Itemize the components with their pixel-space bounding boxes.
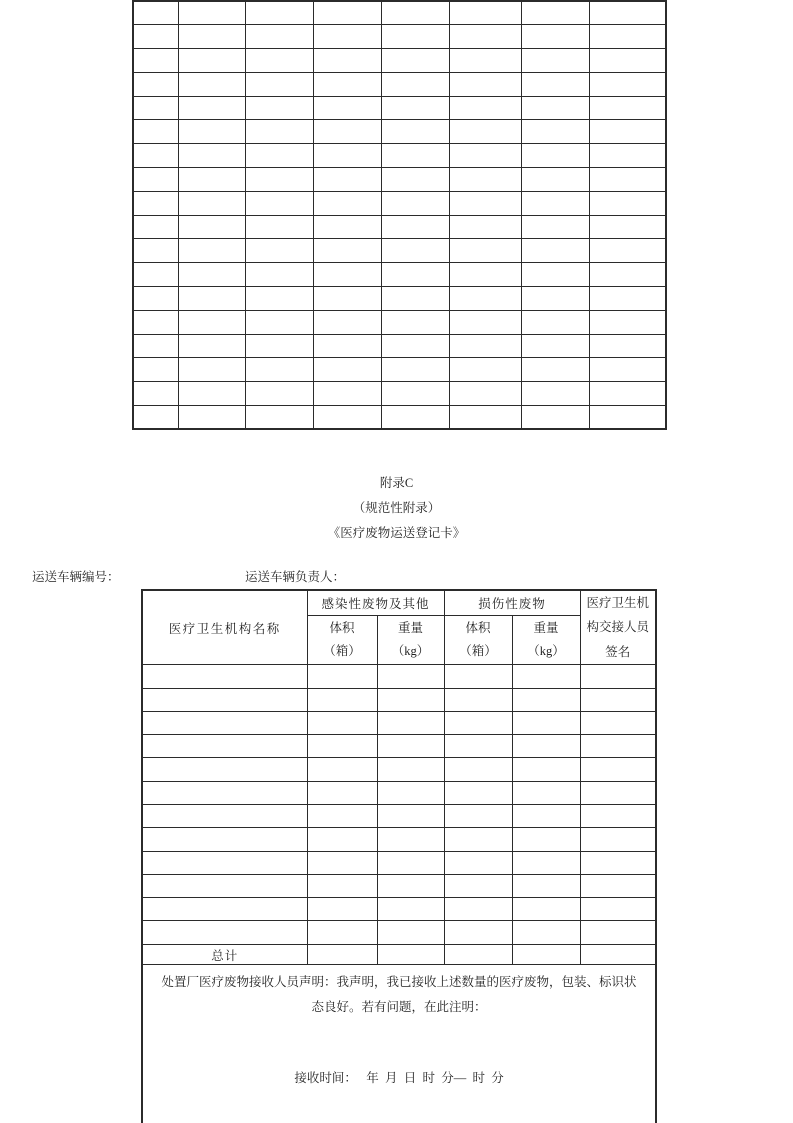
- empty-cell: [307, 781, 377, 804]
- empty-cell: [512, 828, 580, 851]
- table-row: [133, 239, 666, 263]
- empty-cell: [142, 898, 307, 921]
- empty-cell: [444, 758, 512, 781]
- empty-cell: [313, 72, 381, 96]
- empty-cell: [133, 239, 178, 263]
- empty-cell: [307, 898, 377, 921]
- weight-label: 重量: [398, 620, 424, 635]
- continuation-table: [132, 0, 667, 430]
- empty-cell: [313, 287, 381, 311]
- empty-cell: [245, 25, 313, 49]
- table-row: [133, 1, 666, 25]
- weight-unit-label: （kg）: [527, 643, 565, 658]
- header-sharps-waste-group: 损伤性废物: [444, 590, 580, 615]
- empty-cell: [245, 287, 313, 311]
- empty-cell: [307, 688, 377, 711]
- empty-cell: [512, 688, 580, 711]
- empty-cell: [178, 287, 245, 311]
- empty-cell: [178, 72, 245, 96]
- empty-cell: [245, 144, 313, 168]
- empty-cell: [178, 49, 245, 73]
- table-row: [133, 263, 666, 287]
- empty-cell: [178, 25, 245, 49]
- header-infectious-volume: [307, 615, 377, 664]
- empty-cell: [142, 828, 307, 851]
- header-handover-line: 医疗卫生机: [586, 596, 650, 610]
- empty-cell: [133, 72, 178, 96]
- empty-cell: [580, 944, 656, 965]
- empty-cell: [589, 310, 666, 334]
- empty-cell: [178, 120, 245, 144]
- empty-cell: [449, 406, 521, 430]
- empty-cell: [444, 781, 512, 804]
- empty-cell: [449, 144, 521, 168]
- appendix-label: 附录C: [379, 476, 414, 490]
- empty-cell: [178, 358, 245, 382]
- empty-cell: [512, 874, 580, 897]
- empty-cell: [449, 120, 521, 144]
- table-row: [133, 191, 666, 215]
- table-row: [133, 25, 666, 49]
- appendix-document-name: 《医疗废物运送登记卡》: [327, 526, 466, 540]
- empty-cell: [245, 358, 313, 382]
- empty-cell: [512, 781, 580, 804]
- empty-cell: [307, 851, 377, 874]
- vehicle-number-label: 运送车辆编号：: [32, 570, 120, 584]
- empty-cell: [178, 215, 245, 239]
- empty-cell: [313, 358, 381, 382]
- empty-cell: [512, 665, 580, 688]
- empty-cell: [377, 781, 444, 804]
- empty-cell: [133, 406, 178, 430]
- empty-cell: [245, 406, 313, 430]
- empty-cell: [444, 805, 512, 828]
- empty-cell: [589, 406, 666, 430]
- registry-table-footer: [142, 944, 656, 1123]
- empty-cell: [313, 406, 381, 430]
- empty-cell: [142, 851, 307, 874]
- empty-cell: [589, 215, 666, 239]
- empty-cell: [449, 382, 521, 406]
- table-row: [142, 828, 656, 851]
- empty-cell: [245, 168, 313, 192]
- empty-cell: [589, 96, 666, 120]
- empty-cell: [589, 263, 666, 287]
- empty-cell: [580, 851, 656, 874]
- empty-cell: [142, 874, 307, 897]
- table-row: [142, 665, 656, 688]
- empty-cell: [313, 49, 381, 73]
- header-sharps-volume: [444, 615, 512, 664]
- empty-cell: [381, 239, 449, 263]
- empty-cell: [178, 1, 245, 25]
- empty-cell: [313, 1, 381, 25]
- empty-cell: [381, 382, 449, 406]
- empty-cell: [313, 310, 381, 334]
- empty-cell: [580, 735, 656, 758]
- weight-label: 重量: [533, 620, 559, 635]
- empty-cell: [133, 25, 178, 49]
- empty-cell: [133, 263, 178, 287]
- empty-cell: [512, 805, 580, 828]
- empty-cell: [512, 711, 580, 734]
- table-row: [133, 72, 666, 96]
- empty-cell: [313, 168, 381, 192]
- empty-cell: [444, 828, 512, 851]
- continuation-table-body: [133, 1, 666, 429]
- table-row: [133, 144, 666, 168]
- vehicle-info-line: [0, 565, 793, 590]
- empty-cell: [178, 310, 245, 334]
- empty-cell: [444, 688, 512, 711]
- empty-cell: [580, 805, 656, 828]
- total-label-cell: 总计: [142, 944, 307, 965]
- empty-cell: [444, 921, 512, 944]
- table-row: [133, 215, 666, 239]
- empty-cell: [521, 239, 589, 263]
- empty-cell: [444, 851, 512, 874]
- empty-cell: [142, 711, 307, 734]
- table-row: [133, 358, 666, 382]
- empty-cell: [245, 310, 313, 334]
- empty-cell: [133, 96, 178, 120]
- table-row: [142, 898, 656, 921]
- header-handover-line: 签名: [605, 644, 631, 659]
- header-handover-line: 构交接人员: [586, 620, 650, 635]
- empty-cell: [589, 239, 666, 263]
- empty-cell: [142, 805, 307, 828]
- empty-cell: [449, 168, 521, 192]
- empty-cell: [377, 665, 444, 688]
- empty-cell: [381, 96, 449, 120]
- empty-cell: [449, 239, 521, 263]
- empty-cell: [178, 334, 245, 358]
- empty-cell: [313, 334, 381, 358]
- table-row: [133, 310, 666, 334]
- empty-cell: [580, 711, 656, 734]
- empty-cell: [381, 191, 449, 215]
- empty-cell: [133, 168, 178, 192]
- empty-cell: [142, 758, 307, 781]
- empty-cell: [589, 25, 666, 49]
- empty-cell: [521, 72, 589, 96]
- table-row: [142, 851, 656, 874]
- empty-cell: [381, 72, 449, 96]
- empty-cell: [580, 874, 656, 897]
- table-row: [133, 120, 666, 144]
- registry-table-header: [142, 590, 656, 665]
- empty-cell: [133, 191, 178, 215]
- reception-time-line: 接收时间： 年 月 日 时 分— 时 分: [294, 1071, 504, 1086]
- empty-cell: [377, 944, 444, 965]
- empty-cell: [178, 239, 245, 263]
- empty-cell: [589, 358, 666, 382]
- empty-cell: [521, 406, 589, 430]
- empty-cell: [381, 120, 449, 144]
- empty-cell: [307, 828, 377, 851]
- empty-cell: [512, 921, 580, 944]
- empty-cell: [449, 334, 521, 358]
- table-row: [142, 688, 656, 711]
- empty-cell: [313, 144, 381, 168]
- table-row: [133, 406, 666, 430]
- empty-cell: [580, 758, 656, 781]
- appendix-title-block: [0, 471, 793, 546]
- empty-cell: [307, 735, 377, 758]
- empty-cell: [521, 1, 589, 25]
- empty-cell: [313, 96, 381, 120]
- table-row: [142, 921, 656, 944]
- empty-cell: [307, 944, 377, 965]
- empty-cell: [449, 263, 521, 287]
- empty-cell: [245, 1, 313, 25]
- empty-cell: [381, 25, 449, 49]
- empty-cell: [142, 781, 307, 804]
- empty-cell: [521, 382, 589, 406]
- empty-cell: [245, 72, 313, 96]
- empty-cell: [444, 665, 512, 688]
- empty-cell: [245, 382, 313, 406]
- empty-cell: [521, 334, 589, 358]
- empty-cell: [449, 191, 521, 215]
- table-row: [142, 758, 656, 781]
- header-row-groups: [142, 590, 656, 615]
- empty-cell: [444, 898, 512, 921]
- empty-cell: [381, 406, 449, 430]
- empty-cell: [245, 120, 313, 144]
- empty-cell: [589, 382, 666, 406]
- header-handover-signature: [580, 590, 656, 665]
- empty-cell: [377, 688, 444, 711]
- table-row: [142, 874, 656, 897]
- empty-cell: [245, 215, 313, 239]
- empty-cell: [245, 191, 313, 215]
- empty-cell: [133, 334, 178, 358]
- empty-cell: [589, 49, 666, 73]
- empty-cell: [133, 1, 178, 25]
- declaration-line-1: 处置厂医疗废物接收人员声明：我声明，我已接收上述数量的医疗废物，包装、标识状: [161, 975, 637, 990]
- empty-cell: [521, 25, 589, 49]
- empty-cell: [449, 1, 521, 25]
- header-sharps-weight: [512, 615, 580, 664]
- empty-cell: [589, 120, 666, 144]
- empty-cell: [313, 263, 381, 287]
- empty-cell: [142, 688, 307, 711]
- empty-cell: [381, 263, 449, 287]
- empty-cell: [512, 735, 580, 758]
- empty-cell: [133, 120, 178, 144]
- empty-cell: [589, 72, 666, 96]
- table-row: [142, 735, 656, 758]
- empty-cell: [133, 49, 178, 73]
- empty-cell: [449, 96, 521, 120]
- table-row: [133, 334, 666, 358]
- vehicle-manager-label: 运送车辆负责人：: [245, 570, 346, 584]
- empty-cell: [521, 287, 589, 311]
- empty-cell: [245, 263, 313, 287]
- empty-cell: [245, 239, 313, 263]
- empty-cell: [307, 711, 377, 734]
- empty-cell: [377, 711, 444, 734]
- table-row: [133, 49, 666, 73]
- empty-cell: [178, 263, 245, 287]
- empty-cell: [377, 851, 444, 874]
- empty-cell: [449, 287, 521, 311]
- empty-cell: [377, 758, 444, 781]
- registry-table-body: [142, 665, 656, 945]
- empty-cell: [377, 828, 444, 851]
- table-row: [133, 96, 666, 120]
- empty-cell: [307, 805, 377, 828]
- empty-cell: [521, 168, 589, 192]
- volume-unit-label: （箱）: [323, 643, 361, 658]
- empty-cell: [449, 358, 521, 382]
- empty-cell: [449, 25, 521, 49]
- empty-cell: [444, 711, 512, 734]
- empty-cell: [307, 665, 377, 688]
- empty-cell: [307, 921, 377, 944]
- empty-cell: [133, 310, 178, 334]
- empty-cell: [381, 144, 449, 168]
- empty-cell: [245, 334, 313, 358]
- empty-cell: [589, 144, 666, 168]
- empty-cell: [381, 168, 449, 192]
- empty-cell: [444, 874, 512, 897]
- empty-cell: [377, 874, 444, 897]
- empty-cell: [589, 287, 666, 311]
- empty-cell: [521, 120, 589, 144]
- empty-cell: [512, 898, 580, 921]
- empty-cell: [245, 96, 313, 120]
- empty-cell: [580, 921, 656, 944]
- total-row: [142, 944, 656, 965]
- registry-table: [141, 589, 657, 1123]
- empty-cell: [313, 191, 381, 215]
- empty-cell: [178, 382, 245, 406]
- empty-cell: [512, 851, 580, 874]
- table-row: [142, 805, 656, 828]
- empty-cell: [133, 144, 178, 168]
- empty-cell: [521, 310, 589, 334]
- empty-cell: [589, 191, 666, 215]
- empty-cell: [381, 287, 449, 311]
- empty-cell: [313, 25, 381, 49]
- header-infectious-weight: [377, 615, 444, 664]
- empty-cell: [142, 665, 307, 688]
- table-row: [142, 781, 656, 804]
- empty-cell: [580, 828, 656, 851]
- empty-cell: [449, 49, 521, 73]
- empty-cell: [580, 781, 656, 804]
- empty-cell: [381, 49, 449, 73]
- table-row: [133, 287, 666, 311]
- empty-cell: [307, 874, 377, 897]
- declaration-line-2: 态良好。若有问题，在此注明：: [311, 1000, 487, 1015]
- empty-cell: [142, 735, 307, 758]
- empty-cell: [377, 898, 444, 921]
- empty-cell: [521, 49, 589, 73]
- header-infectious-waste-group: 感染性废物及其他: [307, 590, 444, 615]
- empty-cell: [444, 735, 512, 758]
- empty-cell: [377, 805, 444, 828]
- table-row: [133, 382, 666, 406]
- empty-cell: [178, 96, 245, 120]
- empty-cell: [178, 191, 245, 215]
- empty-cell: [521, 191, 589, 215]
- empty-cell: [133, 382, 178, 406]
- empty-cell: [589, 334, 666, 358]
- empty-cell: [307, 758, 377, 781]
- empty-cell: [449, 310, 521, 334]
- empty-cell: [313, 239, 381, 263]
- weight-unit-label: （kg）: [391, 643, 430, 658]
- empty-cell: [512, 944, 580, 965]
- appendix-type-label: （规范性附录）: [352, 501, 441, 515]
- empty-cell: [589, 168, 666, 192]
- empty-cell: [521, 96, 589, 120]
- empty-cell: [580, 665, 656, 688]
- empty-cell: [313, 382, 381, 406]
- declaration-cell: [142, 965, 656, 1123]
- empty-cell: [133, 358, 178, 382]
- empty-cell: [133, 287, 178, 311]
- empty-cell: [377, 735, 444, 758]
- empty-cell: [521, 215, 589, 239]
- volume-label: 体积: [465, 620, 491, 635]
- empty-cell: [178, 144, 245, 168]
- empty-cell: [381, 1, 449, 25]
- empty-cell: [142, 921, 307, 944]
- empty-cell: [580, 688, 656, 711]
- empty-cell: [377, 921, 444, 944]
- empty-cell: [449, 215, 521, 239]
- volume-unit-label: （箱）: [459, 643, 497, 658]
- empty-cell: [381, 215, 449, 239]
- empty-cell: [589, 1, 666, 25]
- empty-cell: [449, 72, 521, 96]
- empty-cell: [580, 898, 656, 921]
- empty-cell: [245, 49, 313, 73]
- empty-cell: [381, 358, 449, 382]
- empty-cell: [313, 120, 381, 144]
- declaration-row: [142, 965, 656, 1123]
- empty-cell: [521, 263, 589, 287]
- table-row: [133, 168, 666, 192]
- volume-label: 体积: [329, 620, 355, 635]
- empty-cell: [444, 944, 512, 965]
- empty-cell: [178, 168, 245, 192]
- empty-cell: [512, 758, 580, 781]
- empty-cell: [521, 144, 589, 168]
- empty-cell: [133, 215, 178, 239]
- header-institution-name: 医疗卫生机构名称: [142, 590, 307, 665]
- empty-cell: [381, 334, 449, 358]
- empty-cell: [381, 310, 449, 334]
- empty-cell: [178, 406, 245, 430]
- empty-cell: [521, 358, 589, 382]
- table-row: [142, 711, 656, 734]
- empty-cell: [313, 215, 381, 239]
